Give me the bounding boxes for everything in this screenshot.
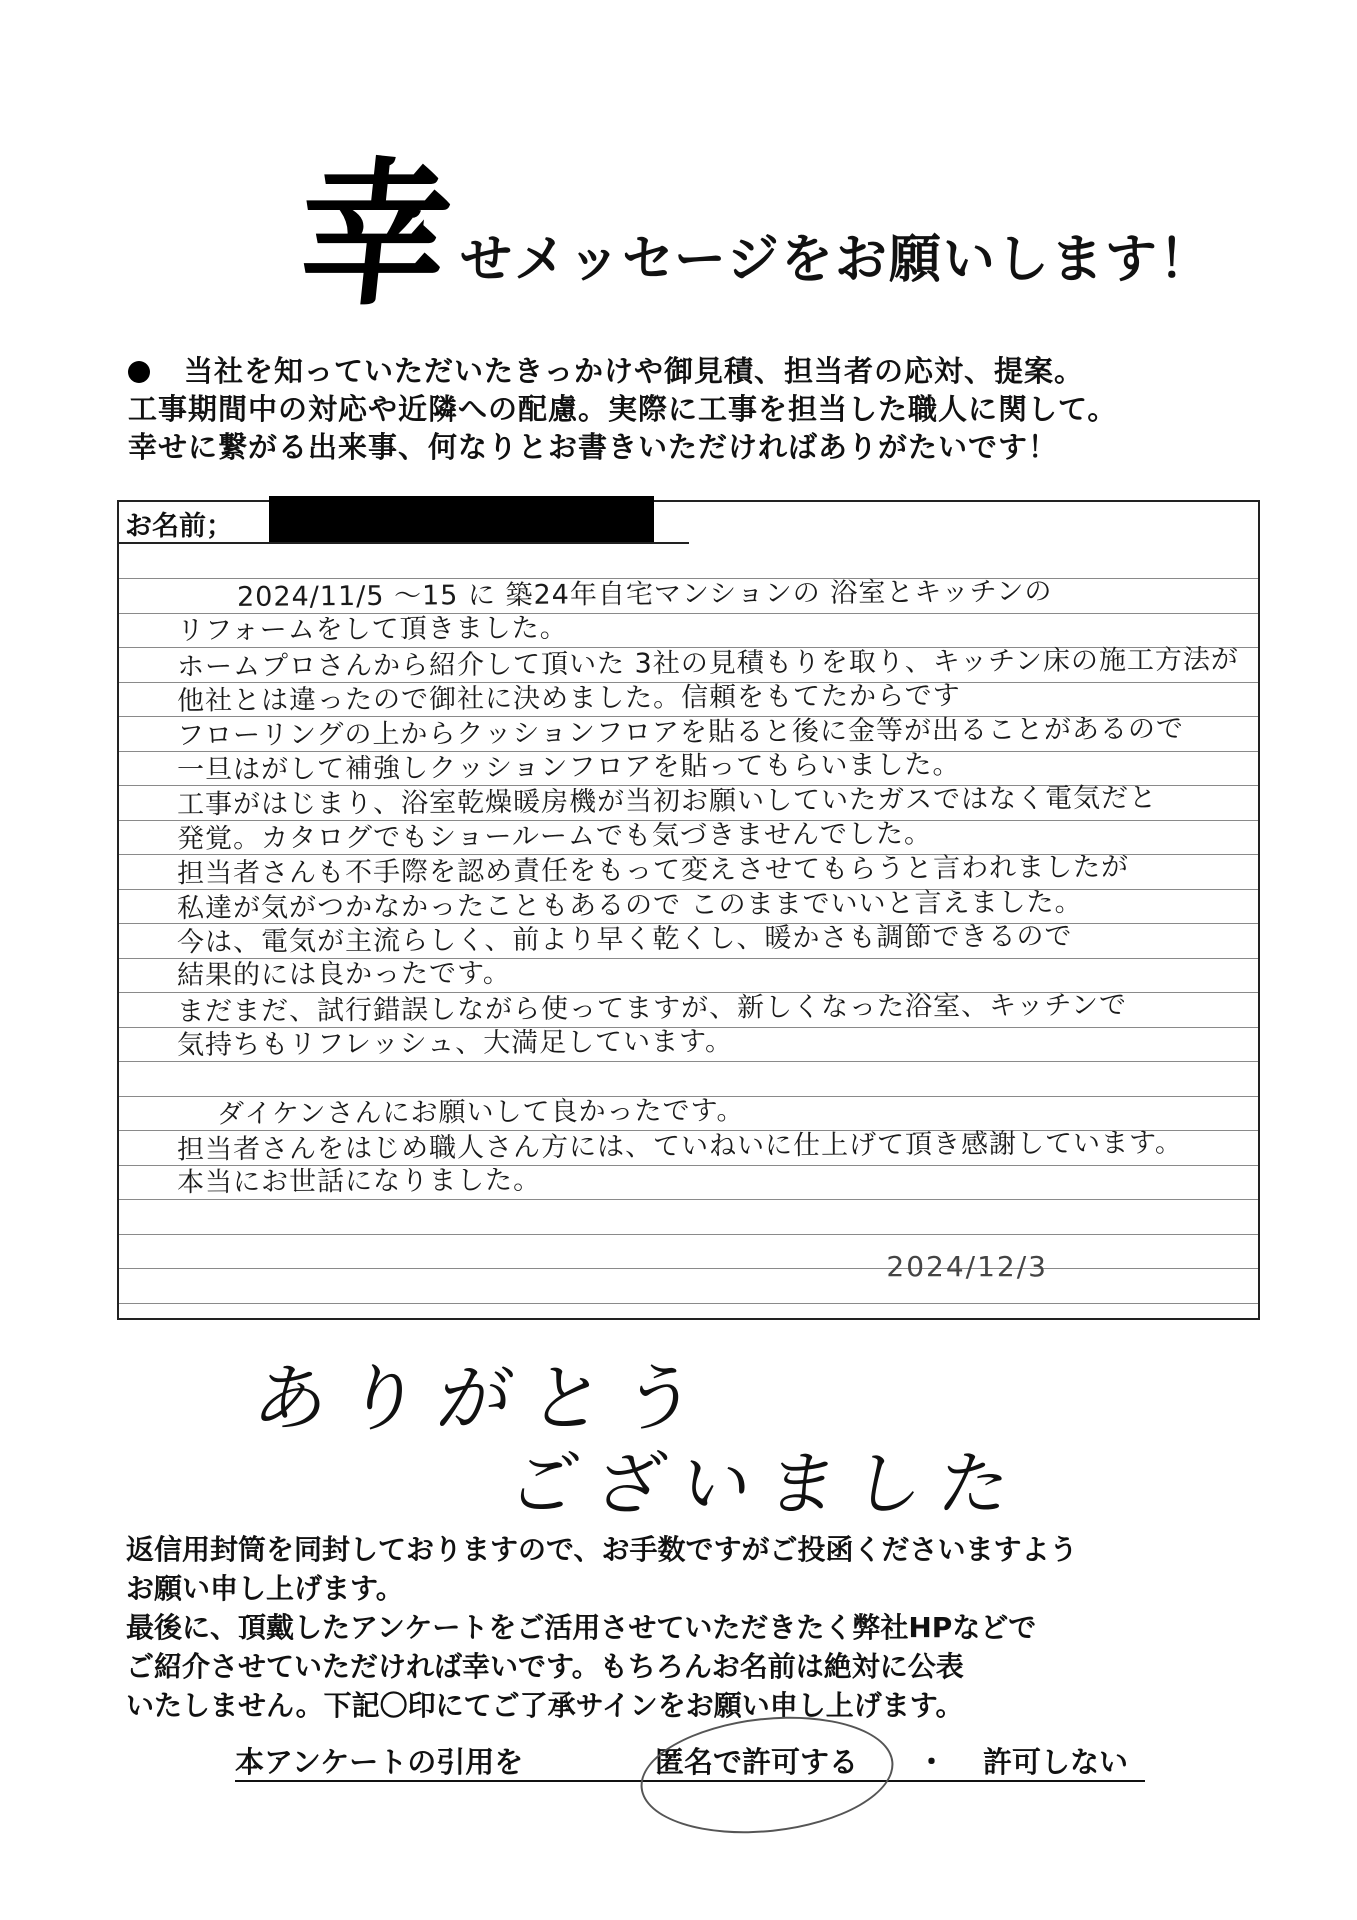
ruled-line bbox=[119, 1199, 1258, 1200]
footer-line: 最後に、頂戴したアンケートをご活用させていただきたく弊社HPなどで bbox=[126, 1611, 1037, 1644]
handwritten-line: まだまだ、試行錯誤しながら使ってますが、新しくなった浴室、キッチンで bbox=[176, 989, 1128, 1028]
thanks-line-1: ありがとう bbox=[248, 1356, 721, 1442]
handwritten-line: 他社とは違ったので御社に決めました。信頼をもてたからです bbox=[176, 679, 961, 717]
handwritten-line: ホームプロさんから紹介して頂いた 3社の見積もりを取り、キッチン床の施工方法が bbox=[176, 644, 1239, 683]
handwritten-line: 私達が気がつかなかったこともあるので このままでいいと言えました。 bbox=[176, 886, 1083, 924]
handwritten-line: リフォームをして頂きました。 bbox=[176, 612, 568, 646]
thank-you-calligraphy bbox=[248, 1340, 1155, 1525]
handwritten-line: フローリングの上からクッションフロアを貼ると後に金等が出ることがあるので bbox=[176, 713, 1185, 752]
name-label: お名前； bbox=[125, 511, 233, 542]
intro-line: 幸せに繋がる出来事、何なりとお書きいただければありがたいです！ bbox=[128, 430, 1059, 464]
handwritten-line: 気持ちもリフレッシュ、大満足しています。 bbox=[176, 1025, 734, 1061]
handwritten-line: 結果的には良かったです。 bbox=[176, 957, 511, 991]
footer-line: お願い申し上げます。 bbox=[126, 1572, 404, 1605]
handwritten-line: 担当者さんも不手際を認め責任をもって変えさせてもらうと言われましたが bbox=[176, 851, 1130, 890]
title-brush-character: 幸 bbox=[290, 142, 460, 328]
footer-text bbox=[126, 1530, 1276, 1725]
intro-line: 工事期間中の対応や近隣への配慮。実際に工事を担当した職人に関して。 bbox=[128, 392, 1118, 426]
handwritten-line: 2024/11/5 〜15 に 築24年自宅マンションの 浴室とキッチンの bbox=[236, 576, 1053, 613]
consent-label: 本アンケートの引用を bbox=[235, 1745, 524, 1779]
consent-option-allow[interactable]: 匿名で許可する bbox=[655, 1745, 859, 1779]
handwritten-line: ダイケンさんにお願いして良かったです。 bbox=[216, 1094, 745, 1130]
intro-line: 当社を知っていただいたきっかけや御見積、担当者の応対、提案。 bbox=[128, 352, 1278, 390]
ruled-line bbox=[119, 1268, 1258, 1269]
intro-text bbox=[128, 352, 1278, 466]
handwritten-line: 一旦はがして補強しクッションフロアを貼ってもらいました。 bbox=[176, 748, 961, 786]
ruled-line bbox=[119, 1234, 1258, 1235]
message-form-box bbox=[117, 500, 1260, 1320]
thanks-line-2: ございました bbox=[503, 1443, 1031, 1525]
handwritten-line: 工事がはじまり、浴室乾燥暖房機が当初お願いしていたガスではなく電気だと bbox=[176, 782, 1158, 821]
handwritten-line: 今は、電気が主流らしく、前より早く乾くし、暖かさも調節できるので bbox=[176, 920, 1073, 959]
handwritten-date: 2024/12/3 bbox=[886, 1250, 1048, 1283]
page-title bbox=[290, 142, 1213, 328]
consent-separator: ・ bbox=[917, 1745, 947, 1779]
handwritten-line: 発覚。カタログでもショールームでも気づきませんでした。 bbox=[176, 817, 933, 855]
selection-circle bbox=[635, 1705, 900, 1845]
handwritten-line: 担当者さんをはじめ職人さん方には、ていねいに仕上げて頂き感謝しています。 bbox=[176, 1127, 1183, 1166]
handwritten-line: 本当にお世話になりました。 bbox=[176, 1164, 542, 1198]
redacted-name bbox=[269, 496, 654, 544]
title-text: せメッセージをお願いします！ bbox=[460, 230, 1213, 290]
name-underline bbox=[119, 542, 689, 544]
footer-line: ご紹介させていただければ幸いです。もちろんお名前は絶対に公表 bbox=[126, 1650, 964, 1683]
ruled-line bbox=[119, 1303, 1258, 1304]
consent-option-deny[interactable]: 許可しない bbox=[983, 1745, 1129, 1779]
footer-line: 返信用封筒を同封しておりますので、お手数ですがご投函くださいますよう bbox=[126, 1533, 1078, 1566]
bullet-icon bbox=[128, 361, 150, 383]
footer-line: いたしません。下記〇印にてご了承サインをお願い申し上げます。 bbox=[126, 1689, 964, 1722]
name-row bbox=[119, 502, 1258, 542]
